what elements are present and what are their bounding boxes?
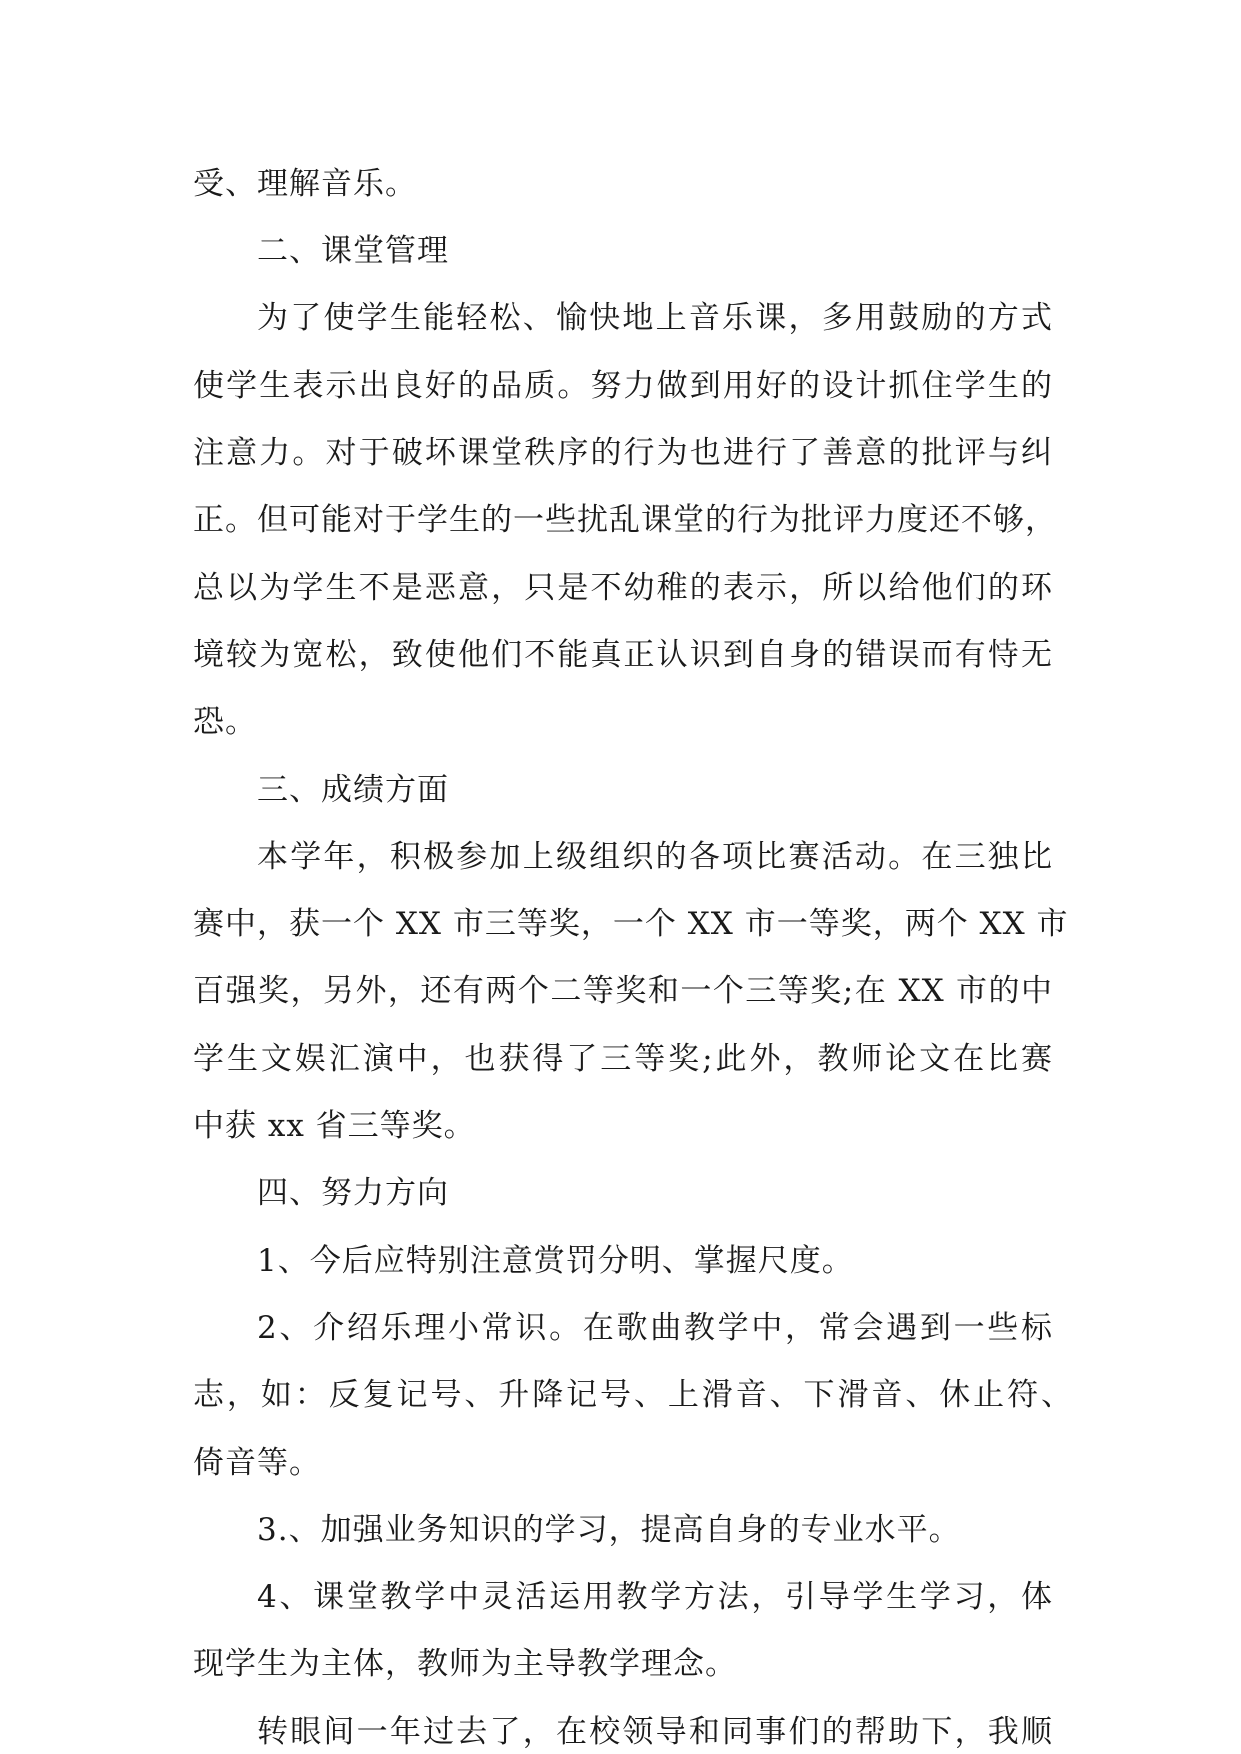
text-line: 倚音等。	[193, 1445, 321, 1481]
list-item: 2、介绍乐理小常识。在歌曲教学中，常会遇到一些标	[257, 1310, 1053, 1346]
text-line: 恐。	[193, 704, 257, 740]
list-item: 1、今后应特别注意赏罚分明、掌握尺度。	[257, 1243, 854, 1279]
text-line: 使学生表示出良好的品质。努力做到用好的设计抓住学生的	[193, 368, 1053, 404]
section-heading: 四、努力方向	[257, 1175, 449, 1211]
section-heading: 二、课堂管理	[257, 233, 449, 269]
text-line: 转眼间一年过去了，在校领导和同事们的帮助下，我顺	[257, 1714, 1053, 1750]
text-line: 受、理解音乐。	[193, 166, 417, 202]
text-line: 赛中，获一个 XX 市三等奖，一个 XX 市一等奖，两个 XX 市	[193, 906, 1069, 942]
text-line: 志，如：反复记号、升降记号、上滑音、下滑音、休止符、	[193, 1377, 1073, 1413]
list-item: 3.、加强业务知识的学习，提高自身的专业水平。	[257, 1512, 961, 1548]
text-line: 学生文娱汇演中，也获得了三等奖;此外，教师论文在比赛	[193, 1041, 1053, 1077]
text-line: 正。但可能对于学生的一些扰乱课堂的行为批评力度还不够，	[193, 502, 1057, 538]
text-line: 总以为学生不是恶意，只是不幼稚的表示，所以给他们的环	[193, 570, 1053, 606]
text-line: 现学生为主体，教师为主导教学理念。	[193, 1646, 737, 1682]
text-line: 百强奖，另外，还有两个二等奖和一个三等奖;在 XX 市的中	[193, 973, 1053, 1009]
section-heading: 三、成绩方面	[257, 772, 449, 808]
text-line: 注意力。对于破坏课堂秩序的行为也进行了善意的批评与纠	[193, 435, 1053, 471]
text-line: 为了使学生能轻松、愉快地上音乐课，多用鼓励的方式	[257, 300, 1053, 336]
list-item: 4、课堂教学中灵活运用教学方法，引导学生学习，体	[257, 1579, 1053, 1615]
text-line: 境较为宽松，致使他们不能真正认识到自身的错误而有恃无	[193, 637, 1053, 673]
text-line: 本学年，积极参加上级组织的各项比赛活动。在三独比	[257, 839, 1053, 875]
text-line: 中获 xx 省三等奖。	[193, 1108, 476, 1144]
